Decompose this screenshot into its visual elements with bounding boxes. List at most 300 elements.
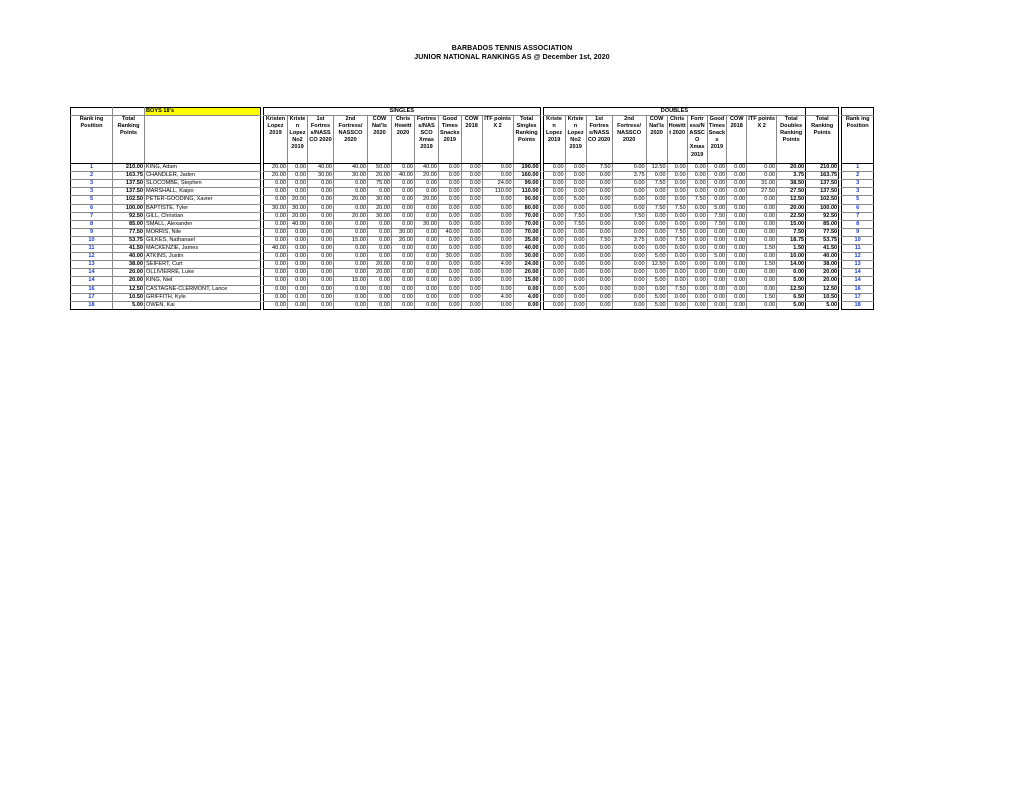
singles-points-cell: 0.00 [392, 261, 415, 269]
doubles-points-cell: 7.50 [586, 236, 612, 244]
player-name-cell: CASTAGNE-CLERMONT, Lance [145, 285, 261, 293]
rank-header: Rank ing Position [71, 116, 113, 164]
singles-points-cell: 20.00 [415, 172, 439, 180]
doubles-points-cell: 0.00 [727, 180, 747, 188]
doubles-points-cell: 0.00 [747, 301, 777, 309]
doubles-points-cell: 0.00 [612, 285, 646, 293]
doubles-points-cell: 20.00 [777, 204, 806, 212]
doubles-points-cell: 0.00 [707, 277, 726, 285]
doubles-points-cell: 7.50 [612, 212, 646, 220]
rank-right-cell: 12 [842, 253, 874, 261]
doubles-points-cell: 0.00 [612, 301, 646, 309]
rank-cell: 12 [71, 253, 113, 261]
singles-points-cell: 0.00 [308, 188, 334, 196]
singles-points-cell: 0.00 [439, 172, 462, 180]
singles-points-cell: 20.00 [368, 269, 392, 277]
table-row [71, 220, 874, 228]
singles-points-cell: 0.00 [415, 236, 439, 244]
singles-points-cell: 0.00 [461, 245, 482, 253]
singles-points-cell: 20.00 [288, 212, 308, 220]
player-name-cell: GILL, Christian [145, 212, 261, 220]
total-points-cell: 12.50 [113, 285, 145, 293]
doubles-points-cell: 0.00 [747, 196, 777, 204]
rank-right-header: Rank ing Position [842, 116, 874, 164]
singles-points-cell: 0.00 [415, 261, 439, 269]
singles-points-cell: 40.00 [288, 220, 308, 228]
doubles-points-cell: 0.00 [543, 253, 565, 261]
doubles-points-cell: 0.00 [586, 212, 612, 220]
total-ranking-points-cell: 20.00 [806, 269, 839, 277]
singles-points-cell: 30.00 [264, 204, 288, 212]
singles-points-cell: 80.00 [513, 204, 540, 212]
singles-points-cell: 0.00 [439, 164, 462, 172]
total-points-cell: 210.00 [113, 164, 145, 172]
doubles-points-cell: 5.00 [646, 253, 667, 261]
doubles-points-cell: 38.50 [777, 180, 806, 188]
doubles-points-cell: 0.00 [565, 245, 586, 253]
table-row [71, 277, 874, 285]
singles-points-cell: 0.00 [461, 293, 482, 301]
rank-right-cell: 2 [842, 172, 874, 180]
total-points-cell: 77.50 [113, 228, 145, 236]
doubles-points-cell: 0.00 [747, 236, 777, 244]
player-name-cell: MORRIS, Nile [145, 228, 261, 236]
doubles-points-cell: 0.00 [727, 285, 747, 293]
rank-right-cell: 11 [842, 245, 874, 253]
doubles-points-cell: 0.00 [687, 245, 707, 253]
singles-points-cell: 0.00 [334, 220, 368, 228]
doubles-points-cell: 0.00 [646, 172, 667, 180]
rank-cell: 1 [71, 164, 113, 172]
singles-points-cell: 0.00 [368, 277, 392, 285]
singles-points-cell: 30.00 [513, 253, 540, 261]
singles-points-cell: 40.00 [392, 172, 415, 180]
total-ranking-points-cell: 20.00 [806, 277, 839, 285]
doubles-points-cell: 0.00 [565, 293, 586, 301]
doubles-column-header: Kriste n Lopez No2 2019 [565, 116, 586, 164]
doubles-points-cell: 0.00 [727, 172, 747, 180]
singles-points-cell: 0.00 [392, 245, 415, 253]
table-row [71, 293, 874, 301]
singles-points-cell: 0.00 [334, 180, 368, 188]
singles-points-cell: 0.00 [334, 301, 368, 309]
player-name-cell: OWEN, Kai [145, 301, 261, 309]
doubles-points-cell: 0.00 [687, 269, 707, 277]
doubles-points-cell: 10.00 [777, 253, 806, 261]
total-ranking-points-cell: 92.50 [806, 212, 839, 220]
doubles-points-cell: 0.00 [565, 253, 586, 261]
doubles-points-cell: 0.00 [612, 180, 646, 188]
table-row [71, 301, 874, 309]
doubles-points-cell: 5.00 [565, 285, 586, 293]
player-name-cell: PETER-GOODING, Xavier [145, 196, 261, 204]
singles-points-cell: 0.00 [392, 285, 415, 293]
doubles-points-cell: 0.00 [586, 196, 612, 204]
singles-points-cell: 0.00 [264, 253, 288, 261]
singles-points-cell: 0.00 [461, 196, 482, 204]
header-group-row [71, 108, 874, 116]
doubles-column-header: COW 2018 [727, 116, 747, 164]
total-points-cell: 163.75 [113, 172, 145, 180]
singles-points-cell: 0.00 [288, 188, 308, 196]
doubles-column-header: COW Nat'ls 2020 [646, 116, 667, 164]
header-blank-cell [806, 108, 839, 116]
singles-points-cell: 0.00 [415, 285, 439, 293]
doubles-points-cell: 0.00 [543, 228, 565, 236]
total-ranking-points-cell: 41.50 [806, 245, 839, 253]
total-ranking-points-cell: 40.00 [806, 253, 839, 261]
singles-points-cell: 30.00 [415, 220, 439, 228]
singles-points-cell: 0.00 [392, 220, 415, 228]
singles-column-header: Total Singles Ranking Points [513, 116, 540, 164]
singles-points-cell: 0.00 [439, 188, 462, 196]
total-points-cell: 40.00 [113, 253, 145, 261]
group-label: BOYS 18's [145, 108, 261, 116]
doubles-points-cell: 12.50 [777, 285, 806, 293]
doubles-points-cell: 5.00 [646, 301, 667, 309]
singles-points-cell: 0.00 [392, 196, 415, 204]
doubles-column-header: 1st Fortres s/NASS CO 2020 [586, 116, 612, 164]
singles-points-cell: 0.00 [439, 301, 462, 309]
singles-points-cell: 0.00 [461, 228, 482, 236]
player-name-cell: MACKENZIE, James [145, 245, 261, 253]
table-row [71, 196, 874, 204]
doubles-points-cell: 0.00 [727, 293, 747, 301]
doubles-points-cell: 0.00 [612, 269, 646, 277]
singles-points-cell: 0.00 [392, 293, 415, 301]
doubles-points-cell: 0.00 [727, 188, 747, 196]
singles-points-cell: 40.00 [439, 228, 462, 236]
singles-column-header: Fortres s/NAS SCO Xmas 2019 [415, 116, 439, 164]
singles-column-header: Kristen Lopez 2019 [264, 116, 288, 164]
document-subtitle: JUNIOR NATIONAL RANKINGS AS @ December 1st, 2020 [414, 54, 610, 61]
total-points-cell: 85.00 [113, 220, 145, 228]
doubles-points-cell: 0.00 [586, 253, 612, 261]
total-points-cell: 102.50 [113, 196, 145, 204]
player-name-cell: GILKES, Nathanael [145, 236, 261, 244]
doubles-points-cell: 0.00 [543, 180, 565, 188]
doubles-points-cell: 7.50 [667, 228, 687, 236]
table-row [71, 269, 874, 277]
doubles-points-cell: 0.00 [586, 188, 612, 196]
doubles-points-cell: 0.00 [612, 277, 646, 285]
singles-points-cell: 0.00 [461, 172, 482, 180]
total-points-cell: 20.00 [113, 277, 145, 285]
rank-right-cell: 6 [842, 204, 874, 212]
doubles-points-cell: 0.00 [543, 196, 565, 204]
singles-points-cell: 0.00 [392, 301, 415, 309]
rank-cell: 2 [71, 172, 113, 180]
singles-points-cell: 0.00 [461, 236, 482, 244]
singles-points-cell: 0.00 [308, 285, 334, 293]
singles-points-cell: 0.00 [334, 285, 368, 293]
rank-right-cell: 14 [842, 277, 874, 285]
doubles-points-cell: 15.00 [777, 220, 806, 228]
doubles-points-cell: 0.00 [667, 220, 687, 228]
singles-section-label: SINGLES [264, 108, 541, 116]
doubles-points-cell: 0.00 [586, 245, 612, 253]
table-row [71, 261, 874, 269]
singles-points-cell: 0.00 [513, 301, 540, 309]
doubles-points-cell: 0.00 [612, 253, 646, 261]
doubles-points-cell: 1.50 [747, 261, 777, 269]
doubles-points-cell: 0.00 [612, 245, 646, 253]
singles-points-cell: 190.00 [513, 164, 540, 172]
doubles-points-cell: 0.00 [707, 285, 726, 293]
singles-points-cell: 0.00 [368, 188, 392, 196]
rank-right-cell: 17 [842, 293, 874, 301]
singles-points-cell: 15.00 [334, 277, 368, 285]
doubles-points-cell: 0.00 [667, 212, 687, 220]
singles-points-cell: 0.00 [482, 220, 513, 228]
singles-points-cell: 0.00 [368, 228, 392, 236]
doubles-points-cell: 0.00 [747, 228, 777, 236]
doubles-points-cell: 20.00 [777, 164, 806, 172]
singles-points-cell: 0.00 [368, 285, 392, 293]
singles-points-cell: 0.00 [461, 253, 482, 261]
singles-points-cell: 0.00 [334, 204, 368, 212]
rank-right-cell: 18 [842, 301, 874, 309]
singles-points-cell: 0.00 [368, 236, 392, 244]
doubles-points-cell: 0.00 [707, 196, 726, 204]
singles-points-cell: 0.00 [482, 236, 513, 244]
singles-points-cell: 35.00 [513, 236, 540, 244]
rankings-table [70, 107, 874, 310]
rank-cell: 6 [71, 204, 113, 212]
singles-points-cell: 0.00 [308, 228, 334, 236]
singles-points-cell: 20.00 [513, 269, 540, 277]
rank-right-cell: 10 [842, 236, 874, 244]
doubles-points-cell: 0.00 [543, 172, 565, 180]
singles-points-cell: 0.00 [439, 204, 462, 212]
singles-points-cell: 0.00 [264, 236, 288, 244]
table-row [71, 285, 874, 293]
doubles-points-cell: 0.00 [612, 293, 646, 301]
doubles-points-cell: 0.00 [667, 253, 687, 261]
doubles-points-cell: 0.00 [687, 285, 707, 293]
singles-points-cell: 0.00 [264, 285, 288, 293]
rank-right-cell: 14 [842, 269, 874, 277]
total-points-cell: 137.50 [113, 180, 145, 188]
singles-points-cell: 0.00 [415, 204, 439, 212]
singles-points-cell: 0.00 [482, 285, 513, 293]
doubles-points-cell: 7.50 [667, 236, 687, 244]
rank-cell: 9 [71, 228, 113, 236]
doubles-points-cell: 0.00 [612, 220, 646, 228]
total-right-header: Total Ranking Points [806, 116, 839, 164]
doubles-points-cell: 0.00 [777, 269, 806, 277]
table-row [71, 212, 874, 220]
doubles-points-cell: 0.00 [565, 204, 586, 212]
singles-column-header: COW Nat'ls 2020 [368, 116, 392, 164]
table-row [71, 188, 874, 196]
player-name-cell: BAPTISTE, Tyler [145, 204, 261, 212]
doubles-points-cell: 0.00 [586, 285, 612, 293]
doubles-points-cell: 7.50 [777, 228, 806, 236]
rank-cell: 13 [71, 261, 113, 269]
doubles-points-cell: 0.00 [646, 220, 667, 228]
singles-points-cell: 30.00 [368, 212, 392, 220]
singles-points-cell: 0.00 [461, 204, 482, 212]
doubles-column-header: ITF points X 2 [747, 116, 777, 164]
doubles-points-cell: 0.00 [747, 285, 777, 293]
singles-points-cell: 0.00 [482, 164, 513, 172]
rank-right-cell: 1 [842, 164, 874, 172]
doubles-points-cell: 0.00 [667, 196, 687, 204]
singles-points-cell: 0.00 [461, 261, 482, 269]
player-name-cell: MARSHALL, Kaipo [145, 188, 261, 196]
doubles-points-cell: 0.00 [727, 236, 747, 244]
singles-points-cell: 0.00 [415, 212, 439, 220]
singles-points-cell: 0.00 [334, 188, 368, 196]
singles-points-cell: 30.00 [368, 196, 392, 204]
doubles-points-cell: 0.00 [565, 261, 586, 269]
rank-cell: 11 [71, 245, 113, 253]
doubles-points-cell: 3.75 [612, 236, 646, 244]
doubles-points-cell: 0.00 [727, 212, 747, 220]
doubles-points-cell: 0.00 [687, 204, 707, 212]
singles-points-cell: 0.00 [439, 245, 462, 253]
singles-points-cell: 20.00 [264, 164, 288, 172]
singles-points-cell: 50.00 [368, 164, 392, 172]
doubles-points-cell: 0.00 [586, 293, 612, 301]
singles-points-cell: 0.00 [264, 220, 288, 228]
doubles-points-cell: 0.00 [646, 212, 667, 220]
doubles-points-cell: 0.00 [727, 253, 747, 261]
singles-points-cell: 0.00 [288, 277, 308, 285]
singles-points-cell: 0.00 [334, 253, 368, 261]
singles-points-cell: 0.00 [392, 212, 415, 220]
singles-points-cell: 0.00 [482, 253, 513, 261]
doubles-points-cell: 0.00 [646, 245, 667, 253]
doubles-points-cell: 0.00 [586, 277, 612, 285]
singles-points-cell: 0.00 [392, 253, 415, 261]
doubles-points-cell: 27.50 [777, 188, 806, 196]
rank-right-cell: 7 [842, 212, 874, 220]
singles-points-cell: 75.00 [368, 180, 392, 188]
table-row [71, 236, 874, 244]
singles-points-cell: 4.00 [513, 293, 540, 301]
singles-points-cell: 0.00 [439, 180, 462, 188]
doubles-points-cell: 0.00 [727, 164, 747, 172]
singles-points-cell: 0.00 [264, 180, 288, 188]
singles-points-cell: 0.00 [392, 269, 415, 277]
doubles-points-cell: 0.00 [612, 188, 646, 196]
doubles-points-cell: 0.00 [667, 164, 687, 172]
singles-points-cell: 0.00 [392, 204, 415, 212]
doubles-points-cell: 0.00 [543, 220, 565, 228]
singles-points-cell: 15.00 [334, 236, 368, 244]
rank-cell: 3 [71, 188, 113, 196]
doubles-points-cell: 0.00 [667, 261, 687, 269]
rank-cell: 7 [71, 212, 113, 220]
singles-points-cell: 20.00 [288, 196, 308, 204]
singles-points-cell: 0.00 [439, 261, 462, 269]
singles-points-cell: 0.00 [308, 277, 334, 285]
player-name-cell: ATKINS, Justin [145, 253, 261, 261]
name-header [145, 116, 261, 164]
doubles-points-cell: 0.00 [543, 293, 565, 301]
doubles-points-cell: 0.00 [543, 236, 565, 244]
singles-points-cell: 0.00 [482, 245, 513, 253]
total-points-cell: 5.00 [113, 301, 145, 309]
doubles-points-cell: 5.00 [646, 293, 667, 301]
doubles-points-cell: 0.00 [543, 301, 565, 309]
singles-points-cell: 0.00 [288, 293, 308, 301]
doubles-points-cell: 0.00 [747, 212, 777, 220]
singles-points-cell: 0.00 [415, 277, 439, 285]
singles-points-cell: 20.00 [392, 236, 415, 244]
player-name-cell: OLLIVIERRE, Luke [145, 269, 261, 277]
total-ranking-points-cell: 100.00 [806, 204, 839, 212]
doubles-points-cell: 0.00 [687, 180, 707, 188]
rank-cell: 16 [71, 285, 113, 293]
total-ranking-points-cell: 137.50 [806, 180, 839, 188]
player-name-cell: KING, Niel [145, 277, 261, 285]
doubles-points-cell: 0.00 [646, 196, 667, 204]
rank-right-cell: 3 [842, 188, 874, 196]
doubles-points-cell: 0.00 [707, 188, 726, 196]
singles-points-cell: 0.00 [288, 180, 308, 188]
doubles-points-cell: 7.50 [586, 164, 612, 172]
singles-points-cell: 20.00 [368, 204, 392, 212]
doubles-points-cell: 12.50 [646, 261, 667, 269]
rank-right-cell: 9 [842, 228, 874, 236]
singles-points-cell: 0.00 [264, 301, 288, 309]
singles-points-cell: 30.00 [288, 204, 308, 212]
singles-points-cell: 0.00 [368, 293, 392, 301]
singles-points-cell: 0.00 [368, 301, 392, 309]
singles-points-cell: 24.00 [513, 261, 540, 269]
rank-cell: 3 [71, 180, 113, 188]
table-row [71, 204, 874, 212]
doubles-points-cell: 0.00 [543, 261, 565, 269]
doubles-points-cell: 7.50 [707, 212, 726, 220]
singles-points-cell: 0.00 [308, 261, 334, 269]
total-ranking-points-cell: 53.75 [806, 236, 839, 244]
singles-points-cell: 40.00 [264, 245, 288, 253]
singles-points-cell: 0.00 [288, 172, 308, 180]
doubles-points-cell: 0.00 [687, 261, 707, 269]
singles-points-cell: 4.00 [482, 261, 513, 269]
singles-points-cell: 0.00 [482, 196, 513, 204]
doubles-points-cell: 22.50 [777, 212, 806, 220]
player-name-cell: SMALL, Alexander [145, 220, 261, 228]
doubles-points-cell: 12.50 [646, 164, 667, 172]
singles-points-cell: 0.00 [334, 269, 368, 277]
total-points-cell: 53.75 [113, 236, 145, 244]
doubles-points-cell: 0.00 [667, 301, 687, 309]
doubles-points-cell: 0.00 [565, 164, 586, 172]
doubles-column-header: 2nd Fortress/ NASSCO 2020 [612, 116, 646, 164]
singles-points-cell: 0.00 [482, 172, 513, 180]
singles-points-cell: 0.00 [288, 301, 308, 309]
doubles-points-cell: 0.00 [747, 204, 777, 212]
document-title: BARBADOS TENNIS ASSOCIATION [451, 45, 573, 52]
doubles-points-cell: 0.00 [667, 269, 687, 277]
doubles-points-cell: 0.00 [586, 261, 612, 269]
doubles-points-cell: 5.00 [565, 196, 586, 204]
total-points-cell: 137.50 [113, 188, 145, 196]
player-name-cell: GRIFFITH, Kyle [145, 293, 261, 301]
rank-cell: 10 [71, 236, 113, 244]
doubles-points-cell: 0.00 [586, 204, 612, 212]
header-blank-cell [113, 108, 145, 116]
doubles-points-cell: 5.00 [707, 204, 726, 212]
total-points-cell: 38.00 [113, 261, 145, 269]
singles-points-cell: 0.00 [308, 212, 334, 220]
doubles-points-cell: 0.00 [687, 253, 707, 261]
